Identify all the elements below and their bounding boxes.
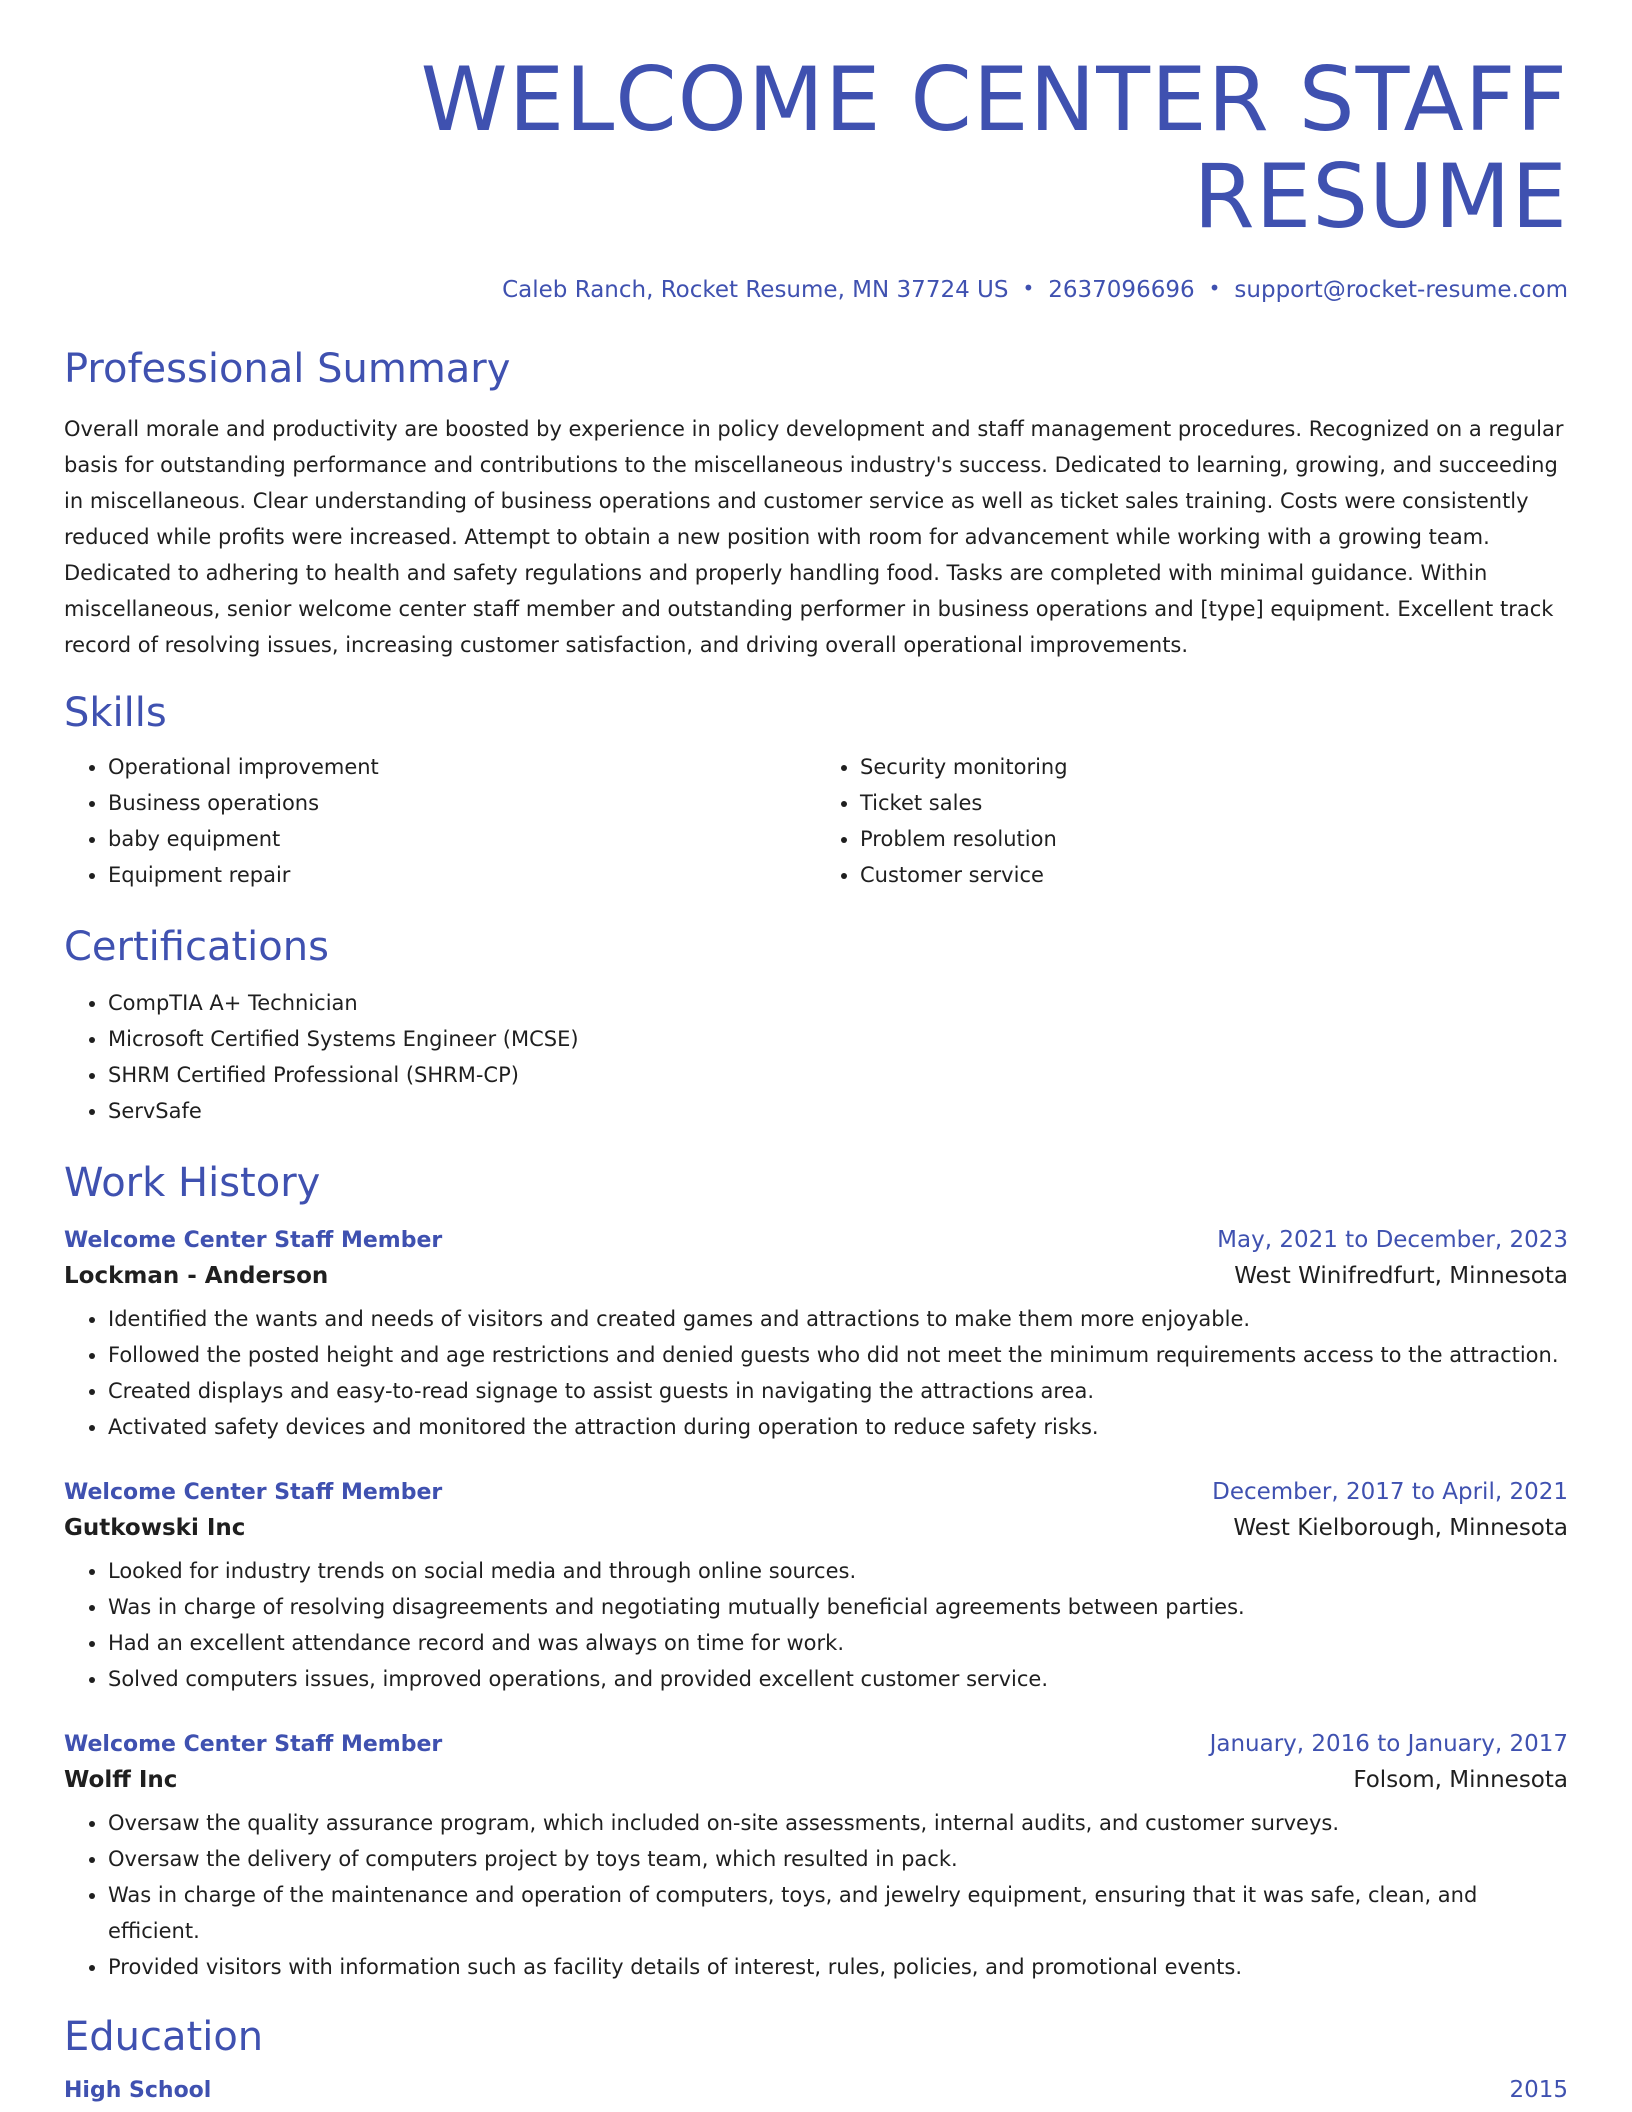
- education-entry: [64, 2077, 1568, 2103]
- skill-item: • baby equipment: [108, 821, 816, 857]
- job-entry: [64, 1731, 1568, 1985]
- job-bullet: • Oversaw the quality assurance program, which included on-site assessments, internal audits, and customer surveys.: [108, 1805, 1568, 1841]
- contact-line: [64, 276, 1568, 303]
- job-bullets: [64, 1301, 1568, 1445]
- job-location: West Kielborough, Minnesota: [1233, 1514, 1568, 1541]
- skill-item: • Business operations: [108, 785, 816, 821]
- skills-column-right: [816, 749, 1568, 893]
- job-title: Welcome Center Staff Member: [64, 1227, 443, 1253]
- contact-email: support@rocket-resume.com: [1234, 276, 1568, 303]
- certification-item: • Microsoft Certified Systems Engineer (MCSE): [108, 1021, 1568, 1057]
- job-bullet: • Solved computers issues, improved operations, and provided excellent customer service.: [108, 1661, 1568, 1697]
- skills-heading: Skills: [64, 689, 167, 736]
- education-year: 2015: [1509, 2076, 1568, 2103]
- skill-item: • Equipment repair: [108, 857, 816, 893]
- job-entry: [64, 1479, 1568, 1697]
- education-school: High School: [64, 2077, 212, 2103]
- contact-separator: •: [1208, 275, 1221, 300]
- resume-page: [64, 0, 1568, 2103]
- job-bullet: • Followed the posted height and age restrictions and denied guests who did not meet the minimum requirements access to the attraction.: [108, 1337, 1568, 1373]
- skills-list: [64, 749, 1568, 893]
- job-bullets: [64, 1805, 1568, 1985]
- certification-item: • CompTIA A+ Technician: [108, 985, 1568, 1021]
- certification-item: • ServSafe: [108, 1093, 1568, 1129]
- job-bullet: • Had an excellent attendance record and was always on time for work.: [108, 1625, 1568, 1661]
- certification-item: • SHRM Certified Professional (SHRM-CP): [108, 1057, 1568, 1093]
- skill-item: • Customer service: [860, 857, 1568, 893]
- job-dates: December, 2017 to April, 2021: [1212, 1478, 1568, 1505]
- skill-item: • Security monitoring: [860, 749, 1568, 785]
- job-bullet: • Was in charge of resolving disagreements and negotiating mutually beneficial agreements between parties.: [108, 1589, 1568, 1625]
- job-dates: January, 2016 to January, 2017: [1209, 1730, 1568, 1757]
- summary-text: Overall morale and productivity are boosted by experience in policy development and staff management procedures. Recognized on a regular basis for outstanding performance and contributions to the miscellaneous industry's success. Dedicated to learning, growing, and succeeding in miscellaneous. Clear understanding of business operations and customer service as well as ticket sales training. Costs were consistently reduced while profits were increased. Attempt to obtain a new position with room for advancement while working with a growing team. Dedicated to adhering to health and safety regulations and properly handling food. Tasks are completed with minimal guidance. Within miscellaneous, senior welcome center staff member and outstanding performer in business operations and [type] equipment. Excellent track record of resolving issues, increasing customer satisfaction, and driving overall operational improvements.: [64, 416, 1564, 657]
- job-location: West Winifredfurt, Minnesota: [1234, 1262, 1568, 1289]
- contact-address: Caleb Ranch, Rocket Resume, MN 37724 US: [502, 276, 1009, 303]
- certifications-heading: Certifications: [64, 923, 329, 970]
- skill-item: • Problem resolution: [860, 821, 1568, 857]
- job-bullet: • Provided visitors with information such as facility details of interest, rules, policies, and promotional events.: [108, 1949, 1568, 1985]
- skill-item: • Ticket sales: [860, 785, 1568, 821]
- job-bullet: • Looked for industry trends on social media and through online sources.: [108, 1553, 1568, 1589]
- job-title: Welcome Center Staff Member: [64, 1479, 443, 1505]
- skills-column-left: [64, 749, 816, 893]
- job-bullet: • Activated safety devices and monitored the attraction during operation to reduce safety risks.: [108, 1409, 1568, 1445]
- job-title: Welcome Center Staff Member: [64, 1731, 443, 1757]
- job-company: Wolff Inc: [64, 1766, 178, 1793]
- job-bullet: • Was in charge of the maintenance and operation of computers, toys, and jewelry equipment, ensuring that it was safe, clean, and efficient.: [108, 1877, 1568, 1949]
- work-history-heading: Work History: [64, 1159, 321, 1206]
- job-bullet: • Identified the wants and needs of visitors and created games and attractions to make them more enjoyable.: [108, 1301, 1568, 1337]
- resume-title: WELCOME CENTER STAFF RESUME: [420, 48, 1568, 248]
- job-entry: [64, 1227, 1568, 1445]
- job-dates: May, 2021 to December, 2023: [1217, 1226, 1568, 1253]
- job-location: Folsom, Minnesota: [1353, 1766, 1568, 1793]
- contact-phone: 2637096696: [1048, 276, 1195, 303]
- job-company: Gutkowski Inc: [64, 1514, 246, 1541]
- summary-heading: Professional Summary: [64, 345, 511, 392]
- job-bullet: • Oversaw the delivery of computers project by toys team, which resulted in pack.: [108, 1841, 1568, 1877]
- education-heading: Education: [64, 2013, 264, 2060]
- contact-separator: •: [1022, 275, 1035, 300]
- skill-item: • Operational improvement: [108, 749, 816, 785]
- job-bullets: [64, 1553, 1568, 1697]
- job-company: Lockman - Anderson: [64, 1262, 329, 1289]
- job-bullet: • Created displays and easy-to-read signage to assist guests in navigating the attractions area.: [108, 1373, 1568, 1409]
- certifications-list: [64, 985, 1568, 1129]
